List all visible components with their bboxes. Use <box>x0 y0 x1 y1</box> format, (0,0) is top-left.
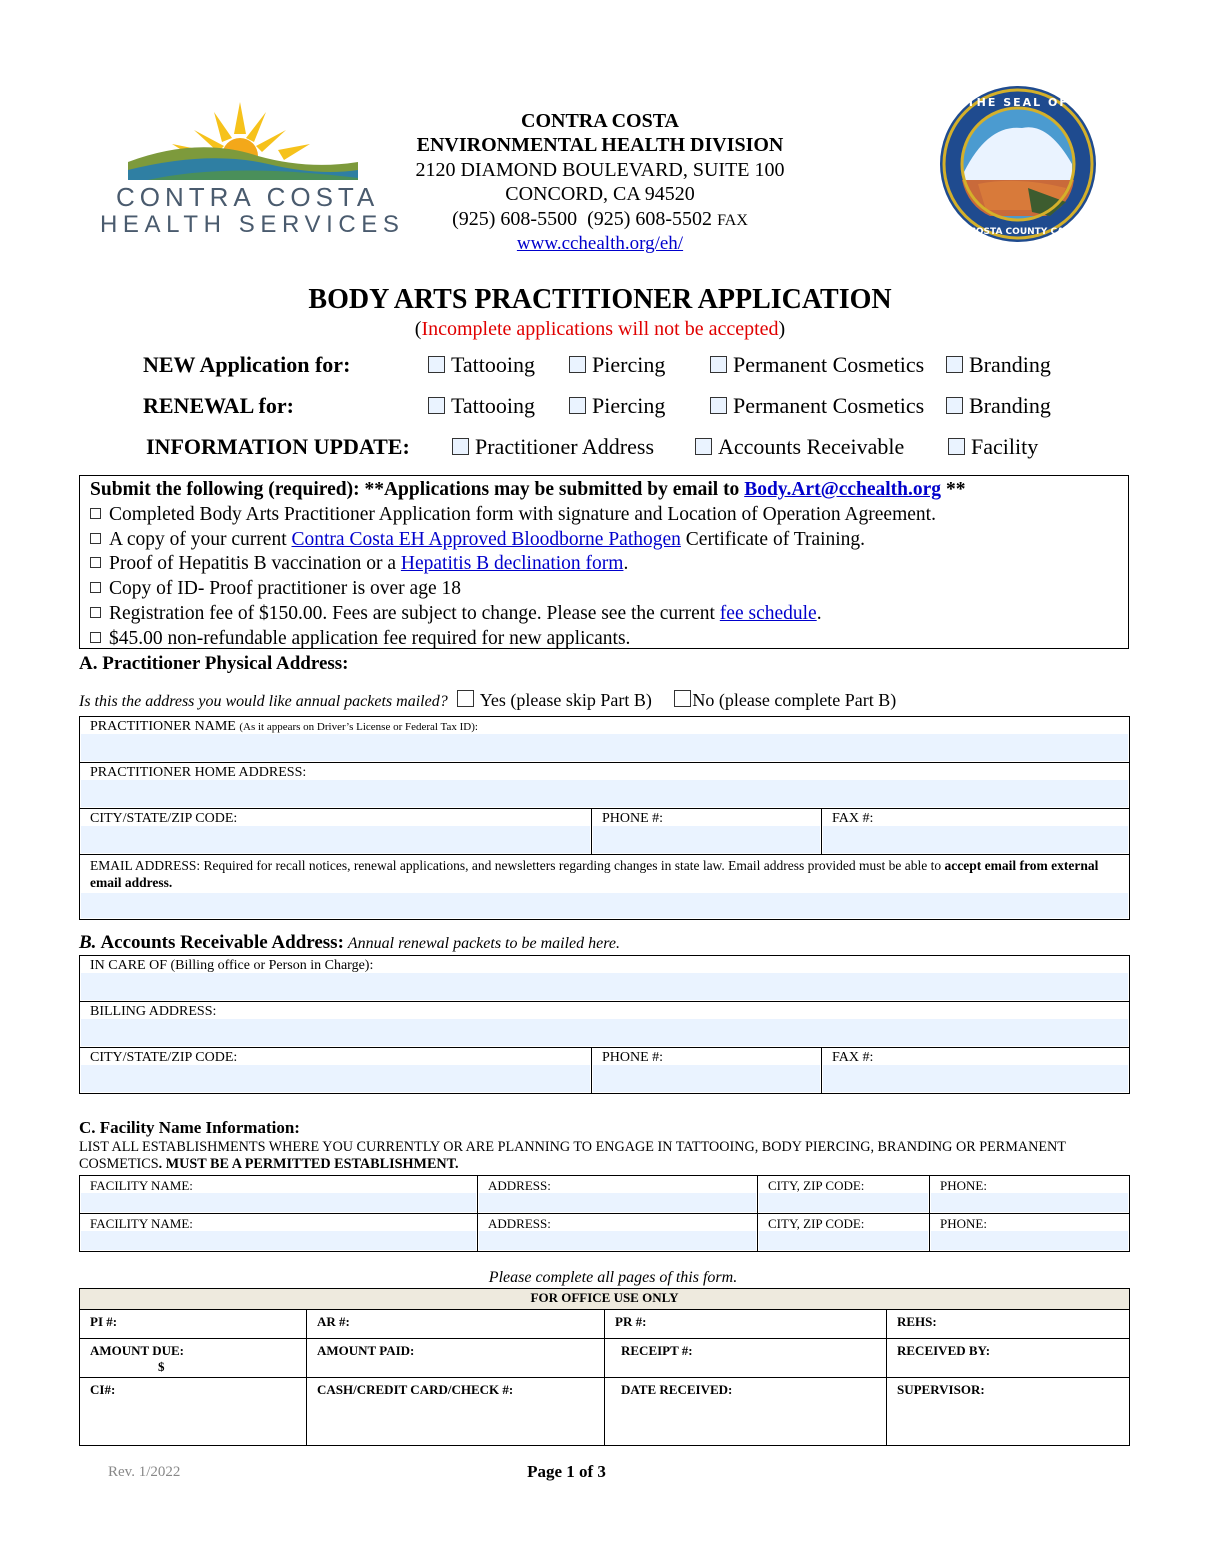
pr-number-field: PR #: <box>604 1309 887 1339</box>
sunrise-hills-logo-icon <box>128 100 358 180</box>
new-tattooing-option[interactable]: Tattooing <box>428 352 535 378</box>
supervisor-field: SUPERVISOR: <box>886 1377 1130 1446</box>
renewal-label: RENEWAL for: <box>143 393 294 418</box>
new-piercing-option[interactable]: Piercing <box>569 352 665 378</box>
date-received-field: DATE RECEIVED: <box>604 1377 887 1446</box>
section-c-instructions: LIST ALL ESTABLISHMENTS WHERE YOU CURRENTLY OR ARE PLANNING TO ENGAGE IN TATTOOING, BODY PIERCING, BRANDING OR PERMANENT COSMETICS. MUST BE A PERMITTED ESTABLISHMENT. <box>79 1139 1066 1172</box>
section-c-title: C. Facility Name Information: <box>79 1118 300 1137</box>
subtitle-close-paren: ) <box>778 318 786 340</box>
practitioner-home-address-field[interactable]: PRACTITIONER HOME ADDRESS: <box>79 762 1130 809</box>
checkbox-icon[interactable] <box>946 397 963 414</box>
checkbox-icon <box>90 607 101 618</box>
mailing-question: Is this the address you would like annual packets mailed? <box>79 693 448 710</box>
section-b-title-row <box>79 932 620 954</box>
facility-city-zip-field[interactable]: CITY, ZIP CODE: <box>757 1213 930 1252</box>
fax-label: FAX <box>717 212 748 229</box>
required-item: Completed Body Arts Practitioner Application form with signature and Location of Operation Agreement. <box>90 503 1118 528</box>
required-item: Copy of ID- Proof practitioner is over age 18 <box>90 577 1118 602</box>
bloodborne-pathogen-link[interactable]: Contra Costa EH Approved Bloodborne Pathogen <box>291 528 681 550</box>
checkbox-icon[interactable] <box>674 690 691 707</box>
required-heading: Submit the following (required): **Applications may be submitted by email to Body.Art@cchealth.org ** <box>90 479 966 500</box>
checkbox-icon <box>90 632 101 643</box>
required-item: A copy of your current Contra Costa EH Approved Bloodborne Pathogen Certificate of Training. <box>90 528 1118 553</box>
phone-fax-line <box>380 207 820 233</box>
subtitle-open-paren: ( <box>414 318 422 340</box>
hepatitis-b-declination-link[interactable]: Hepatitis B declination form <box>400 553 624 575</box>
checkbox-icon[interactable] <box>452 438 469 455</box>
pi-number-field: PI #: <box>79 1309 307 1339</box>
section-b-note: Annual renewal packets to be mailed here. <box>347 935 620 952</box>
page-subtitle <box>0 318 1200 341</box>
office-use-table <box>79 1288 1130 1446</box>
checkbox-icon[interactable] <box>569 356 586 373</box>
in-care-of-field[interactable]: IN CARE OF (Billing office or Person in Charge): <box>79 955 1130 1002</box>
page-title: BODY ARTS PRACTITIONER APPLICATION <box>308 284 892 315</box>
billing-address-field[interactable]: BILLING ADDRESS: <box>79 1001 1130 1048</box>
facility-name-field[interactable]: FACILITY NAME: <box>79 1175 478 1214</box>
facility-table <box>79 1175 1130 1252</box>
checkbox-icon <box>90 533 101 544</box>
receipt-number-field: RECEIPT #: <box>604 1338 887 1378</box>
facility-phone-field[interactable]: PHONE: <box>929 1213 1130 1252</box>
update-facility-option[interactable]: Facility <box>948 434 1038 460</box>
facility-address-field[interactable]: ADDRESS: <box>477 1213 758 1252</box>
rehs-field: REHS: <box>886 1309 1130 1339</box>
accounts-receivable-table <box>79 955 1130 1095</box>
section-b-letter: B. <box>79 932 97 953</box>
billing-phone-field[interactable]: PHONE #: <box>591 1047 822 1094</box>
checkbox-icon <box>90 508 101 519</box>
required-item: Proof of Hepatitis B vaccination or a Hepatitis B declination form. <box>90 552 1118 577</box>
svg-text:CONTRA COSTA COUNTY CALIFORNIA: CONTRA COSTA COUNTY CALIFORNIA <box>924 227 1112 237</box>
agency-name: CONTRA COSTA <box>521 110 679 132</box>
new-branding-option[interactable]: Branding <box>946 352 1051 378</box>
checkbox-icon[interactable] <box>428 397 445 414</box>
amount-paid-field: AMOUNT PAID: <box>306 1338 605 1378</box>
submission-email-link[interactable]: Body.Art@cchealth.org <box>744 479 942 500</box>
practitioner-name-field[interactable]: PRACTITIONER NAME (As it appears on Driver’s License or Federal Tax ID): <box>79 716 1130 763</box>
practitioner-phone-field[interactable]: PHONE #: <box>591 808 822 855</box>
page-number: Page 1 of 3 <box>527 1462 606 1481</box>
website-link[interactable]: www.cchealth.org/eh/ <box>516 233 684 254</box>
county-seal-icon <box>924 84 1112 244</box>
city-address: CONCORD, CA 94520 <box>505 183 695 205</box>
amount-due-field: AMOUNT DUE: $ <box>79 1338 307 1378</box>
checkbox-icon[interactable] <box>710 356 727 373</box>
renewal-piercing-option[interactable]: Piercing <box>569 393 665 419</box>
fax-number: (925) 608-5502 <box>587 208 713 230</box>
information-update-label: INFORMATION UPDATE: <box>146 434 410 459</box>
checkbox-icon[interactable] <box>695 438 712 455</box>
update-practitioner-address-option[interactable]: Practitioner Address <box>452 434 654 460</box>
checkbox-icon <box>90 557 101 568</box>
checkbox-icon[interactable] <box>457 690 474 707</box>
facility-address-field[interactable]: ADDRESS: <box>477 1175 758 1214</box>
mailing-yes-option[interactable]: Yes (please skip Part B) <box>457 690 652 710</box>
practitioner-email-field[interactable]: EMAIL ADDRESS: Required for recall notices, renewal applications, and newsletters regarding changes in state law. Email address provided must be able to accept email from external email address. <box>79 854 1130 920</box>
new-application-label: NEW Application for: <box>143 352 351 377</box>
billing-city-state-zip-field[interactable]: CITY/STATE/ZIP CODE: <box>79 1047 592 1094</box>
complete-all-pages-note: Please complete all pages of this form. <box>488 1269 738 1286</box>
logo-line2: HEALTH SERVICES <box>100 211 405 238</box>
required-item: Registration fee of $150.00. Fees are subject to change. Please see the current fee schedule. <box>90 602 1118 627</box>
checkbox-icon[interactable] <box>948 438 965 455</box>
ci-number-field: CI#: <box>79 1377 307 1446</box>
facility-name-field[interactable]: FACILITY NAME: <box>79 1213 478 1252</box>
practitioner-address-table <box>79 716 1130 920</box>
division-name: ENVIRONMENTAL HEALTH DIVISION <box>416 134 784 156</box>
mailing-no-option[interactable]: No (please complete Part B) <box>674 690 896 710</box>
payment-method-field: CASH/CREDIT CARD/CHECK #: <box>306 1377 605 1446</box>
update-accounts-receivable-option[interactable]: Accounts Receivable <box>695 434 904 460</box>
fee-schedule-link[interactable]: fee schedule <box>719 602 817 624</box>
facility-phone-field[interactable]: PHONE: <box>929 1175 1130 1214</box>
required-items-box <box>79 475 1129 649</box>
office-use-heading: FOR OFFICE USE ONLY <box>79 1288 1130 1310</box>
currency-symbol: $ <box>158 1359 165 1374</box>
required-item: $45.00 non-refundable application fee required for new applicants. <box>90 627 1118 652</box>
new-permanent-cosmetics-option[interactable]: Permanent Cosmetics <box>710 352 924 378</box>
mailing-question-row <box>79 690 896 711</box>
checkbox-icon[interactable] <box>946 356 963 373</box>
practitioner-fax-field[interactable]: FAX #: <box>821 808 1130 855</box>
svg-text:THE SEAL OF: THE SEAL OF <box>967 96 1069 109</box>
facility-city-zip-field[interactable]: CITY, ZIP CODE: <box>757 1175 930 1214</box>
street-address: 2120 DIAMOND BOULEVARD, SUITE 100 <box>415 159 785 181</box>
checkbox-icon[interactable] <box>569 397 586 414</box>
billing-fax-field[interactable]: FAX #: <box>821 1047 1130 1094</box>
logo-line1: CONTRA COSTA <box>116 182 380 212</box>
ar-number-field: AR #: <box>306 1309 605 1339</box>
checkbox-icon <box>90 582 101 593</box>
renewal-tattooing-option[interactable]: Tattooing <box>428 393 535 419</box>
checkbox-icon[interactable] <box>428 356 445 373</box>
renewal-branding-option[interactable]: Branding <box>946 393 1051 419</box>
section-a-title: A. Practitioner Physical Address: <box>79 653 349 674</box>
practitioner-city-state-zip-field[interactable]: CITY/STATE/ZIP CODE: <box>79 808 592 855</box>
phone-number: (925) 608-5500 <box>452 208 578 230</box>
subtitle-warning: Incomplete applications will not be accepted <box>421 318 779 340</box>
checkbox-icon[interactable] <box>710 397 727 414</box>
renewal-permanent-cosmetics-option[interactable]: Permanent Cosmetics <box>710 393 924 419</box>
website-link-row <box>380 232 820 256</box>
section-b-title: Accounts Receivable Address: <box>100 932 344 953</box>
revision-label: Rev. 1/2022 <box>108 1464 181 1480</box>
received-by-field: RECEIVED BY: <box>886 1338 1130 1378</box>
